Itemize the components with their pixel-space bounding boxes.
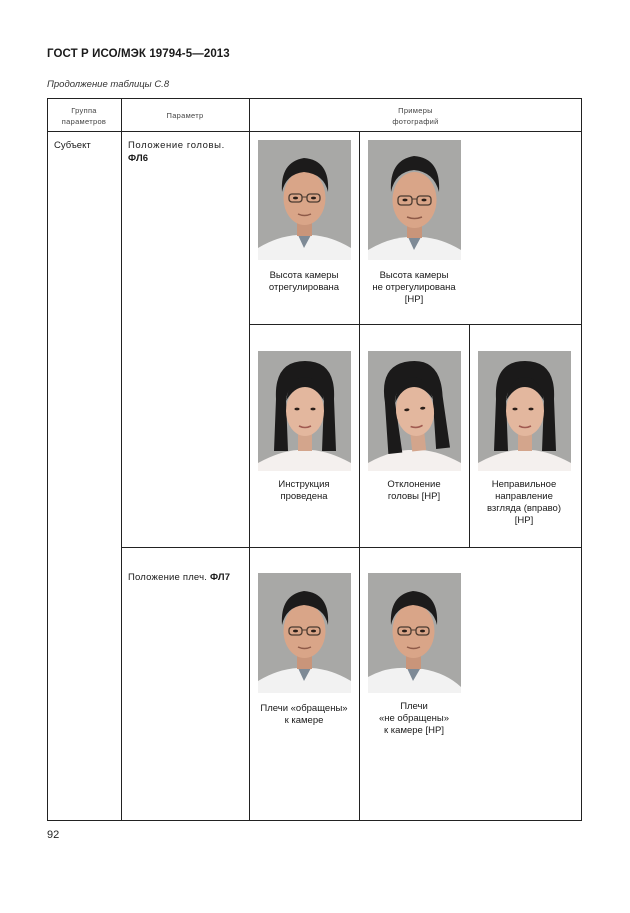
- caption-line: Отклонение: [387, 479, 441, 490]
- column-divider-1: [121, 98, 122, 821]
- page-number: 92: [47, 829, 60, 841]
- document-title: ГОСТ Р ИСО/МЭК 19794-5—2013: [47, 48, 230, 60]
- cell-divider-b: [359, 324, 360, 547]
- caption-line: Плечи «обращены»: [260, 703, 348, 714]
- subrow-divider: [249, 324, 582, 325]
- table-border-bottom: [47, 820, 582, 821]
- caption-shoulders-turned: [360, 701, 468, 737]
- caption-line: головы [НР]: [387, 491, 441, 502]
- param-head-code: ФЛ6: [128, 153, 149, 164]
- caption-gaze-right: [470, 479, 578, 527]
- caption-camera-height-ok: [250, 270, 358, 294]
- caption-line: [НР]: [404, 294, 424, 305]
- photo-man-shoulders-turned: [368, 573, 461, 693]
- caption-line: «не обращены»: [378, 713, 450, 724]
- caption-line: направление: [495, 491, 553, 502]
- header-examples-line1: Примеры: [398, 106, 433, 115]
- photo-woman-instruction-given: [258, 351, 351, 471]
- caption-shoulders-facing: [250, 703, 358, 727]
- param-shoulders-text: Положение плеч.: [128, 572, 208, 583]
- photo-man-camera-height-ok: [258, 140, 351, 260]
- caption-instruction-given: [250, 479, 358, 503]
- photo-man-shoulders-facing: [258, 573, 351, 693]
- caption-line: Высота камеры: [379, 270, 449, 281]
- photo-woman-head-tilted: [368, 351, 461, 471]
- caption-line: не отрегулирована: [372, 282, 456, 293]
- caption-line: к камере: [284, 715, 324, 726]
- photo-woman-gaze-right: [478, 351, 571, 471]
- param-shoulders-position: [128, 571, 246, 584]
- caption-line: Плечи: [400, 701, 428, 712]
- photo-man-camera-height-not-ok: [368, 140, 461, 260]
- caption-line: Инструкция: [278, 479, 330, 490]
- caption-head-tilted: [360, 479, 468, 503]
- caption-line: проведена: [280, 491, 328, 502]
- table-border-left: [47, 98, 48, 821]
- caption-camera-height-not-ok: [360, 270, 468, 306]
- caption-line: взгляда (вправо): [486, 503, 561, 514]
- column-header-examples: [249, 105, 582, 127]
- row-divider: [121, 547, 582, 548]
- header-divider: [47, 131, 582, 132]
- header-examples-line2: фотографий: [392, 117, 439, 126]
- header-group-line1: Группа: [71, 106, 97, 115]
- param-head-text: Положение головы.: [128, 140, 225, 151]
- table-continuation-label: Продолжение таблицы С.8: [47, 79, 170, 90]
- group-subject: Субъект: [54, 140, 91, 151]
- header-group-line2: параметров: [61, 117, 107, 126]
- param-head-position: [128, 139, 246, 165]
- caption-line: Неправильное: [491, 479, 557, 490]
- caption-line: Высота камеры: [269, 270, 339, 281]
- caption-line: [НР]: [514, 515, 534, 526]
- column-header-param: Параметр: [166, 111, 204, 120]
- param-shoulders-code: ФЛ7: [209, 572, 231, 583]
- column-header-group: [47, 105, 121, 127]
- caption-line: к камере [НР]: [384, 725, 444, 736]
- table-border-top: [47, 98, 582, 99]
- cell-divider-d: [359, 547, 360, 820]
- parameters-table: [47, 98, 582, 821]
- caption-line: отрегулирована: [268, 282, 340, 293]
- table-border-right: [581, 98, 582, 821]
